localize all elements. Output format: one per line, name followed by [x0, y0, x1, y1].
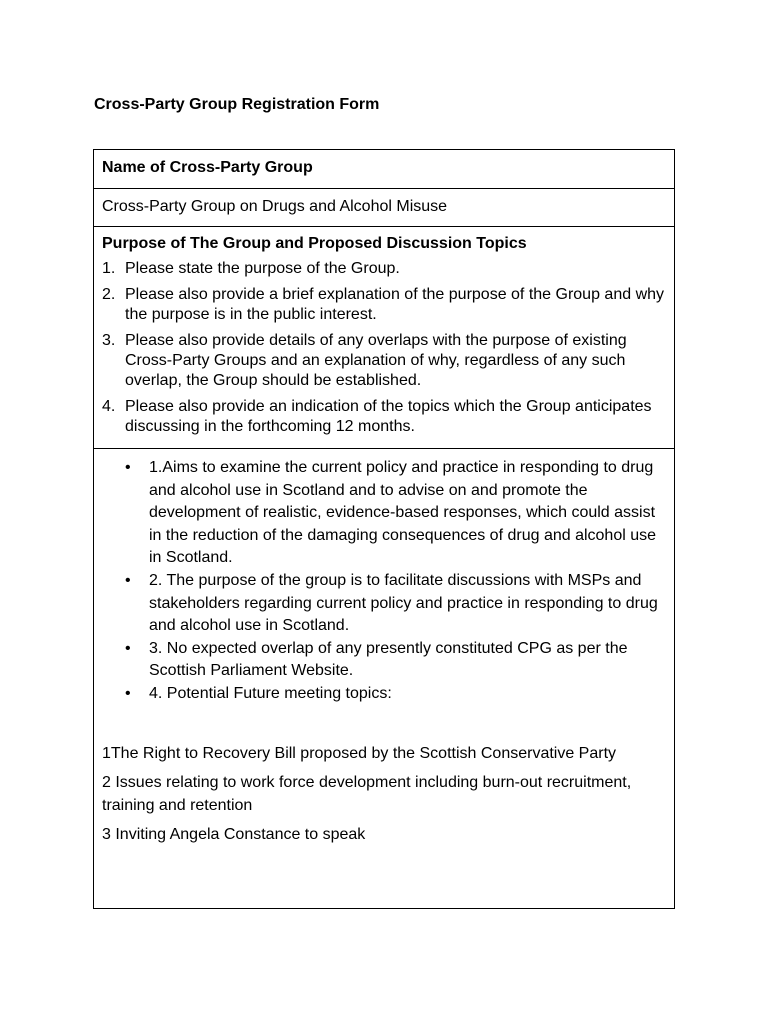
group-name-header: Name of Cross-Party Group — [102, 159, 313, 176]
topic-item: 2 Issues relating to work force development including burn-out recruitment, training and retention — [102, 773, 632, 814]
meeting-topics — [102, 742, 666, 846]
answer-text: 1.Aims to examine the current policy and practice in responding to drug and alcohol use in Scotland and to advise on and promote the development of realistic, evidence-based responses, which could assist in the reduction of the damaging consequences of drug and alcohol use in Scotland. — [149, 459, 657, 567]
question-text: Please also provide an indication of the topics which the Group anticipates discussing in the forthcoming 12 months. — [125, 398, 652, 435]
question-text: Please state the purpose of the Group. — [125, 260, 400, 277]
question-text: Please also provide a brief explanation of the purpose of the Group and why the purpose is in the public interest. — [125, 286, 665, 323]
question-number: 4. — [102, 398, 116, 415]
registration-form-table — [93, 149, 675, 909]
answer-bullet-item — [125, 638, 666, 683]
topic-item: 3 Inviting Angela Constance to speak — [102, 825, 366, 843]
question-list — [102, 259, 666, 437]
answer-bullet-item — [125, 683, 666, 706]
document-title: Cross-Party Group Registration Form — [94, 96, 380, 113]
purpose-heading: Purpose of The Group and Proposed Discussion Topics — [102, 235, 527, 252]
bullet-icon: • — [125, 571, 131, 589]
question-item — [102, 285, 666, 325]
question-number: 3. — [102, 332, 116, 349]
answer-bullet-item — [125, 457, 666, 570]
answer-row — [94, 448, 674, 908]
answer-text: 3. No expected overlap of any presently constituted CPG as per the Scottish Parliament Website. — [149, 639, 628, 680]
group-name-value-row — [94, 188, 674, 226]
question-item — [102, 397, 666, 437]
group-name-value: Cross-Party Group on Drugs and Alcohol Misuse — [102, 198, 448, 215]
question-item — [102, 331, 666, 391]
question-text: Please also provide details of any overlaps with the purpose of existing Cross-Party Groups and an explanation of why, regardless of any such overlap, the Group should be established. — [125, 332, 627, 389]
bullet-icon: • — [125, 639, 131, 657]
question-number: 1. — [102, 260, 116, 277]
topic-item: 1The Right to Recovery Bill proposed by the Scottish Conservative Party — [102, 744, 617, 762]
group-name-header-row — [94, 150, 674, 188]
bullet-icon: • — [125, 684, 131, 702]
purpose-questions-row — [94, 226, 674, 448]
question-number: 2. — [102, 286, 116, 303]
answer-text: 2. The purpose of the group is to facilitate discussions with MSPs and stakeholders regarding current policy and practice in responding to drug and alcohol use in Scotland. — [149, 571, 658, 635]
bullet-icon: • — [125, 459, 131, 476]
answer-text: 4. Potential Future meeting topics: — [149, 684, 392, 702]
question-item — [102, 259, 666, 279]
answer-bullet-list — [102, 457, 666, 706]
answer-bullet-item — [125, 570, 666, 638]
